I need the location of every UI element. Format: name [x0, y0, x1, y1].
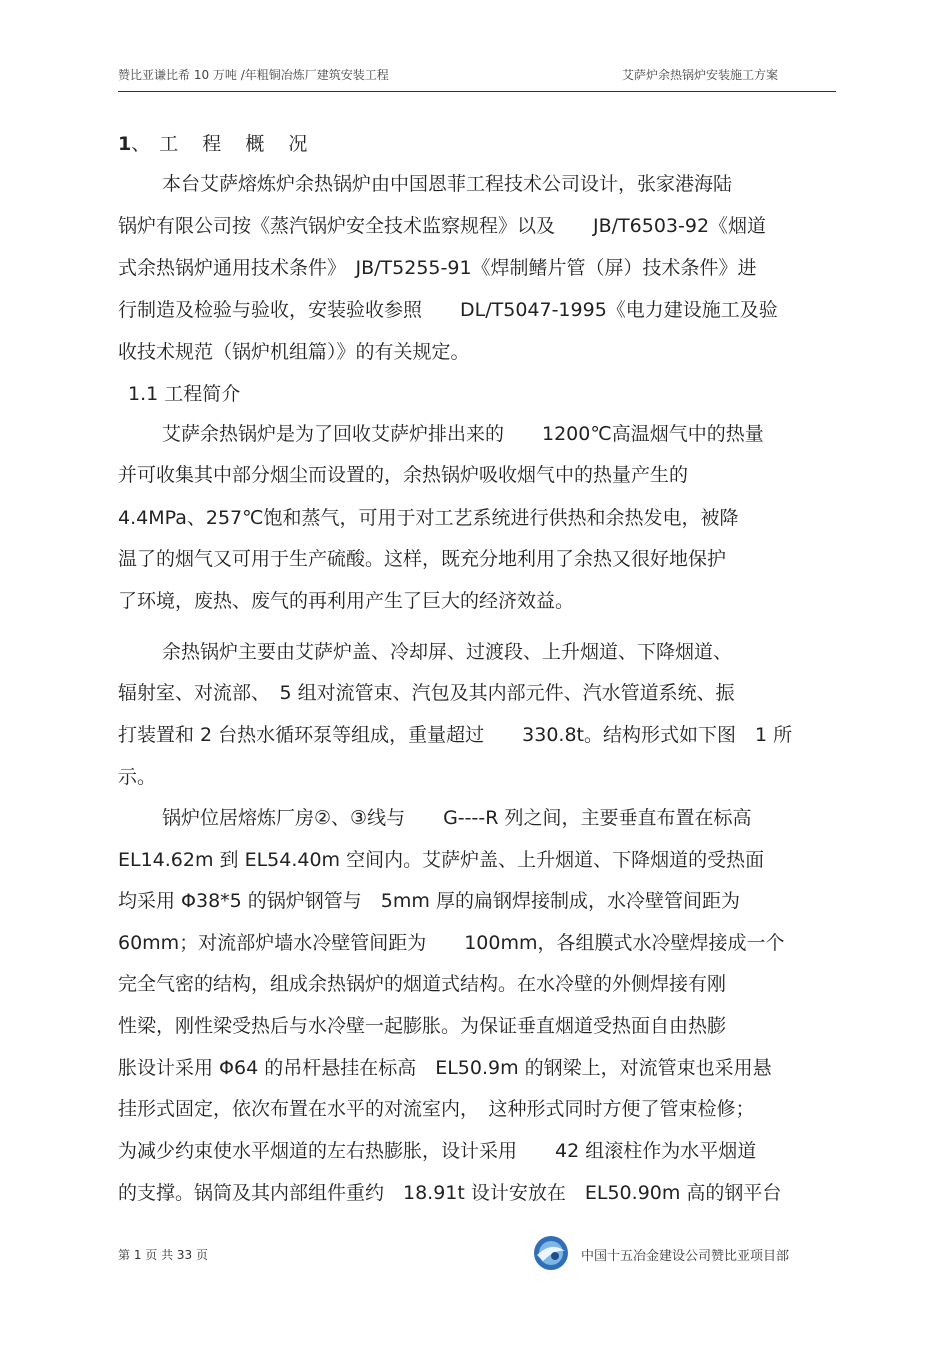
paragraph-line: 的支撑。锅筒及其内部组件重约 18.91t 设计安放在 EL50.90m 高的钢平台: [118, 1182, 782, 1204]
paragraph-line: 艾萨余热锅炉是为了回收艾萨炉排出来的 1200℃高温烟气中的热量: [162, 423, 764, 445]
paragraph-line: 锅炉有限公司按《蒸汽锅炉安全技术监察规程》以及 JB/T6503-92《烟道: [118, 215, 767, 237]
paragraph-line: 温了的烟气又可用于生产硫酸。这样，既充分地利用了余热又很好地保护: [118, 548, 727, 570]
paragraph-line: 锅炉位居熔炼厂房②、③线与 G----R 列之间，主要垂直布置在标高: [162, 807, 752, 829]
paragraph-line: EL14.62m 到 EL54.40m 空间内。艾萨炉盖、上升烟道、下降烟道的受热面: [118, 849, 765, 871]
paragraph-line: 为减少约束使水平烟道的左右热膨胀，设计采用 42 组滚柱作为水平烟道: [118, 1140, 757, 1162]
paragraph-line: 示。: [118, 766, 157, 788]
paragraph-line: 完全气密的结构，组成余热锅炉的烟道式结构。在水冷壁的外侧焊接有刚: [118, 973, 727, 995]
page-number: 第 1 页 共 33 页: [118, 1248, 208, 1262]
header-divider: [118, 91, 836, 92]
paragraph-line: 辐射室、对流部、 5 组对流管束、汽包及其内部元件、汽水管道系统、振: [118, 682, 735, 704]
paragraph-line: 60mm；对流部炉墙水冷壁管间距为 100mm，各组膜式水冷壁焊接成一个: [118, 932, 785, 954]
paragraph-line: 胀设计采用 Φ64 的吊杆悬挂在标高 EL50.9m 的钢梁上，对流管束也采用悬: [118, 1057, 772, 1079]
section-number: 1: [118, 133, 132, 155]
paragraph-line: 式余热锅炉通用技术条件》 JB/T5255-91《焊制鳍片管（屏）技术条件》进: [118, 257, 757, 279]
company-logo-icon: [533, 1235, 569, 1271]
paragraph-line: 收技术规范（锅炉机组篇）》的有关规定。: [118, 341, 470, 363]
paragraph-line: 打装置和 2 台热水循环泵等组成，重量超过 330.8t。结构形式如下图 1 所: [118, 724, 793, 746]
subsection-heading: 1.1 工程简介: [128, 383, 241, 405]
paragraph-line: 4.4MPa、257℃饱和蒸气，可用于对工艺系统进行供热和余热发电，被降: [118, 507, 739, 529]
section-title: 、工 程 概 况: [131, 133, 317, 155]
organization-name: 中国十五冶金建设公司赞比亚项目部: [581, 1249, 790, 1264]
paragraph-line: 性梁，刚性梁受热后与水冷壁一起膨胀。为保证垂直烟道受热面自由热膨: [118, 1015, 727, 1037]
paragraph-line: 行制造及检验与验收，安装验收参照 DL/T5047-1995《电力建设施工及验: [118, 299, 778, 321]
paragraph-line: 余热锅炉主要由艾萨炉盖、冷却屏、过渡段、上升烟道、下降烟道、: [162, 641, 733, 663]
paragraph-line: 挂形式固定，依次布置在水平的对流室内， 这种形式同时方便了管束检修；: [118, 1098, 755, 1120]
header-document-title: 艾萨炉余热锅炉安装施工方案: [622, 68, 779, 82]
section-heading: [118, 132, 316, 156]
paragraph-line: 了环境，废热、废气的再利用产生了巨大的经济效益。: [118, 590, 575, 612]
header-project-title: 赞比亚谦比希 10 万吨 /年粗铜冶炼厂建筑安装工程: [118, 68, 389, 82]
paragraph-line: 并可收集其中部分烟尘而设置的，余热锅炉吸收烟气中的热量产生的: [118, 464, 689, 486]
paragraph-line: 均采用 Φ38*5 的锅炉钢管与 5mm 厚的扁钢焊接制成，水冷壁管间距为: [118, 890, 740, 912]
paragraph-line: 本台艾萨熔炼炉余热锅炉由中国恩菲工程技术公司设计，张家港海陆: [162, 173, 733, 195]
